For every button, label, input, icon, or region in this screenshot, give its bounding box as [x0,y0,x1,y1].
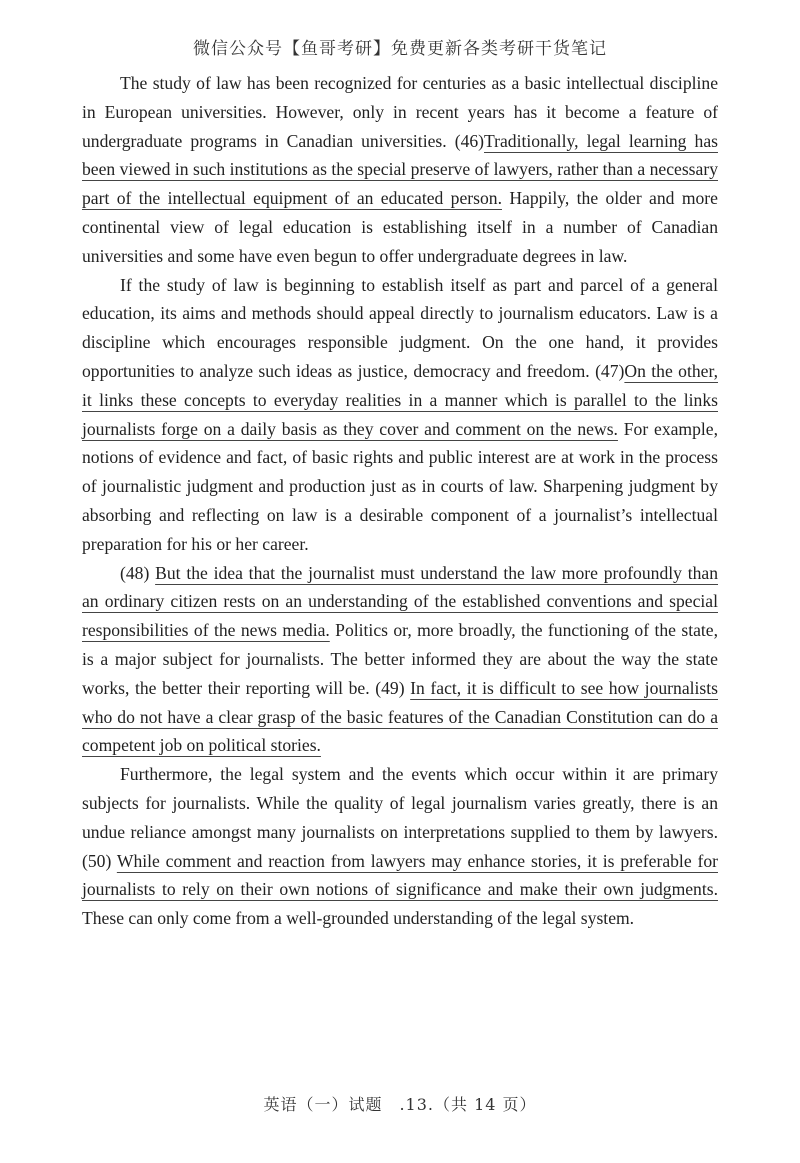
passage [82,69,718,933]
page-footer: 英语（一）试题 .13.（共 14 页） [263,1095,537,1114]
underlined-sentence-48: But the idea that the journalist must understand the law more profoundly than an ordinary citizen rests on an understanding of the established conventions and special responsibilities of the news media. [82,562,719,641]
text: Happily, the older and more continental view of legal education is establishing itself in a number of Canadian universities and some have even begun to offer undergraduate degrees in law. [82,188,718,266]
page-header: 微信公众号【鱼哥考研】免费更新各类考研干货笔记 [193,39,607,59]
text: These can only come from a well-grounded understanding of the legal system. [82,908,635,929]
text: The study of law has been recognized for centuries as a basic intellectual discipline in European universities. However, only in recent years has it become a feature of undergraduate programs in Canadian universities. (46) [82,73,718,151]
underlined-sentence-50: While comment and reaction from lawyers may enhance stories, it is preferable for journalists to rely on their own notions of significance and make their own judgments. [82,850,718,900]
text: For example, notions of evidence and fact, of basic rights and public interest are at work in the process of journalistic judgment and production just as in courts of law. Sharpening judgment by absorbing and reflecting on law is a desirable component of a journalist’s intellectual preparation for his or her career. [82,418,719,554]
underlined-sentence-46: Traditionally, legal learning has been viewed in such institutions as the special preserve of lawyers, rather than a necessary part of the intellectual equipment of an educated person. [82,130,718,209]
paragraph-1 [82,69,718,271]
paragraph-2 [82,271,718,559]
text: Politics or, more broadly, the functioning of the state, is a major subject for journalists. The better informed they are about the way the state works, the better their reporting will be. (49) [82,620,718,698]
text: If the study of law is beginning to establish itself as part and parcel of a general education, its aims and methods should appeal directly to journalism educators. Law is a discipline which encourages responsible judgment. On the one hand, it provides opportunities to analyze such ideas as justice, democracy and freedom. (47) [82,274,718,381]
text: Furthermore, the legal system and the events which occur within it are primary subjects for journalists. While the quality of legal journalism varies greatly, there is an undue reliance amongst many journalists on interpretations supplied to them by lawyers. (50) [82,764,718,871]
underlined-sentence-47: On the other, it links these concepts to everyday realities in a manner which is parallel to the links journalists forge on a daily basis as they cover and comment on the news. [82,360,719,439]
paragraph-4 [82,760,718,933]
underlined-sentence-49: In fact, it is difficult to see how journalists who do not have a clear grasp of the basic features of the Canadian Constitution can do a competent job on political stories. [82,677,718,756]
paragraph-3 [82,559,718,761]
text: (48) [120,562,156,583]
